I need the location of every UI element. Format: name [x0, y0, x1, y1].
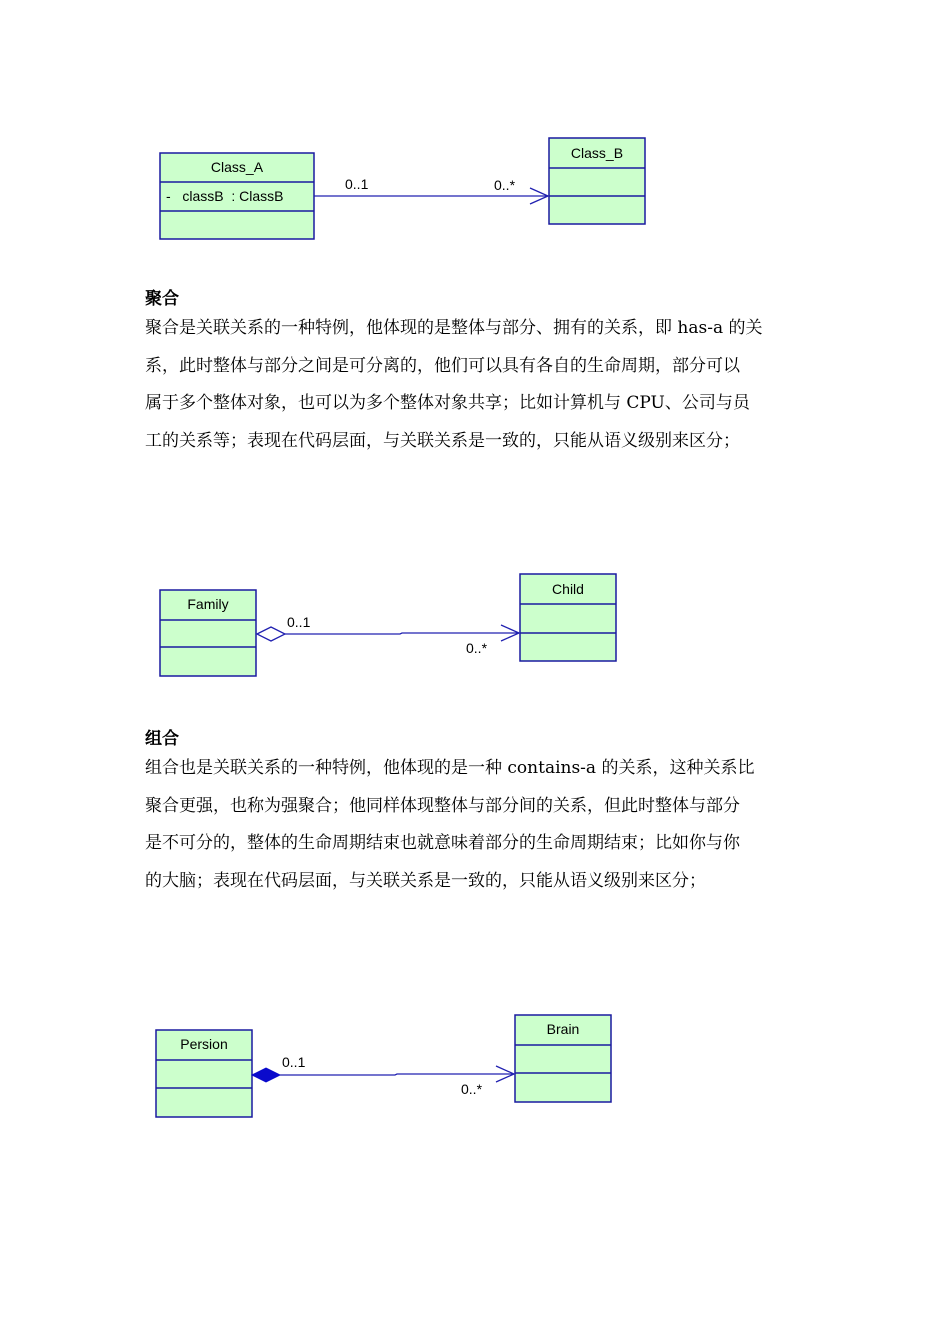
paragraph-line: 是不可分的，整体的生命周期结束也就意味着部分的生命周期结束；比如你与你 — [145, 833, 740, 853]
class-b-name: Class_B — [570, 145, 624, 161]
paragraph-line: 的大脑；表现在代码层面，与关联关系是一致的，只能从语义级别来区分； — [145, 870, 706, 891]
class-a-box — [160, 153, 314, 239]
class-b-box — [549, 138, 645, 224]
persion-class-name: Persion — [180, 1036, 228, 1052]
paragraph-line: 属于多个整体对象，也可以为多个整体对象共享；比如计算机与 CPU、公司与员 — [145, 393, 750, 413]
filled-diamond — [252, 1068, 280, 1082]
composition-line — [280, 1074, 514, 1075]
child-class-name: Child — [552, 581, 584, 597]
multiplicity-source: 0..1 — [287, 614, 311, 630]
class-a-attribute: - classB : ClassB — [166, 188, 284, 204]
paragraph-line: 系，此时整体与部分之间是可分离的，他们可以具有各自的生命周期，部分可以 — [145, 355, 740, 376]
hollow-diamond — [257, 627, 285, 641]
paragraph-line: 聚合是关联关系的一种特例，他体现的是整体与部分、拥有的关系，即 has-a 的关 — [145, 318, 763, 338]
multiplicity-target: 0..* — [494, 177, 516, 193]
aggregation-heading: 聚合 — [145, 289, 179, 309]
child-class-box — [520, 574, 616, 661]
paragraph-line: 组合也是关联关系的一种特例，他体现的是一种 contains-a 的关系，这种关系比 — [145, 758, 755, 778]
multiplicity-target: 0..* — [461, 1081, 483, 1097]
aggregation-diagram — [0, 565, 950, 685]
brain-class-name: Brain — [546, 1021, 580, 1037]
paragraph-line: 工的关系等；表现在代码层面，与关联关系是一致的，只能从语义级别来区分； — [145, 430, 740, 451]
brain-class-box — [515, 1015, 611, 1102]
class-a-name: Class_A — [210, 159, 264, 175]
family-class-name: Family — [187, 596, 229, 612]
paragraph-line: 聚合更强，也称为强聚合；他同样体现整体与部分间的关系，但此时整体与部分 — [145, 795, 740, 816]
persion-class-box — [156, 1030, 252, 1117]
composition-paragraph — [145, 750, 810, 900]
composition-diagram — [0, 1005, 950, 1125]
composition-heading: 组合 — [145, 729, 179, 749]
association-diagram — [0, 130, 950, 250]
aggregation-line — [285, 633, 519, 634]
multiplicity-source: 0..1 — [282, 1054, 306, 1070]
family-class-box — [160, 590, 256, 676]
multiplicity-target: 0..* — [466, 640, 488, 656]
multiplicity-source: 0..1 — [345, 176, 369, 192]
aggregation-paragraph — [145, 310, 810, 460]
